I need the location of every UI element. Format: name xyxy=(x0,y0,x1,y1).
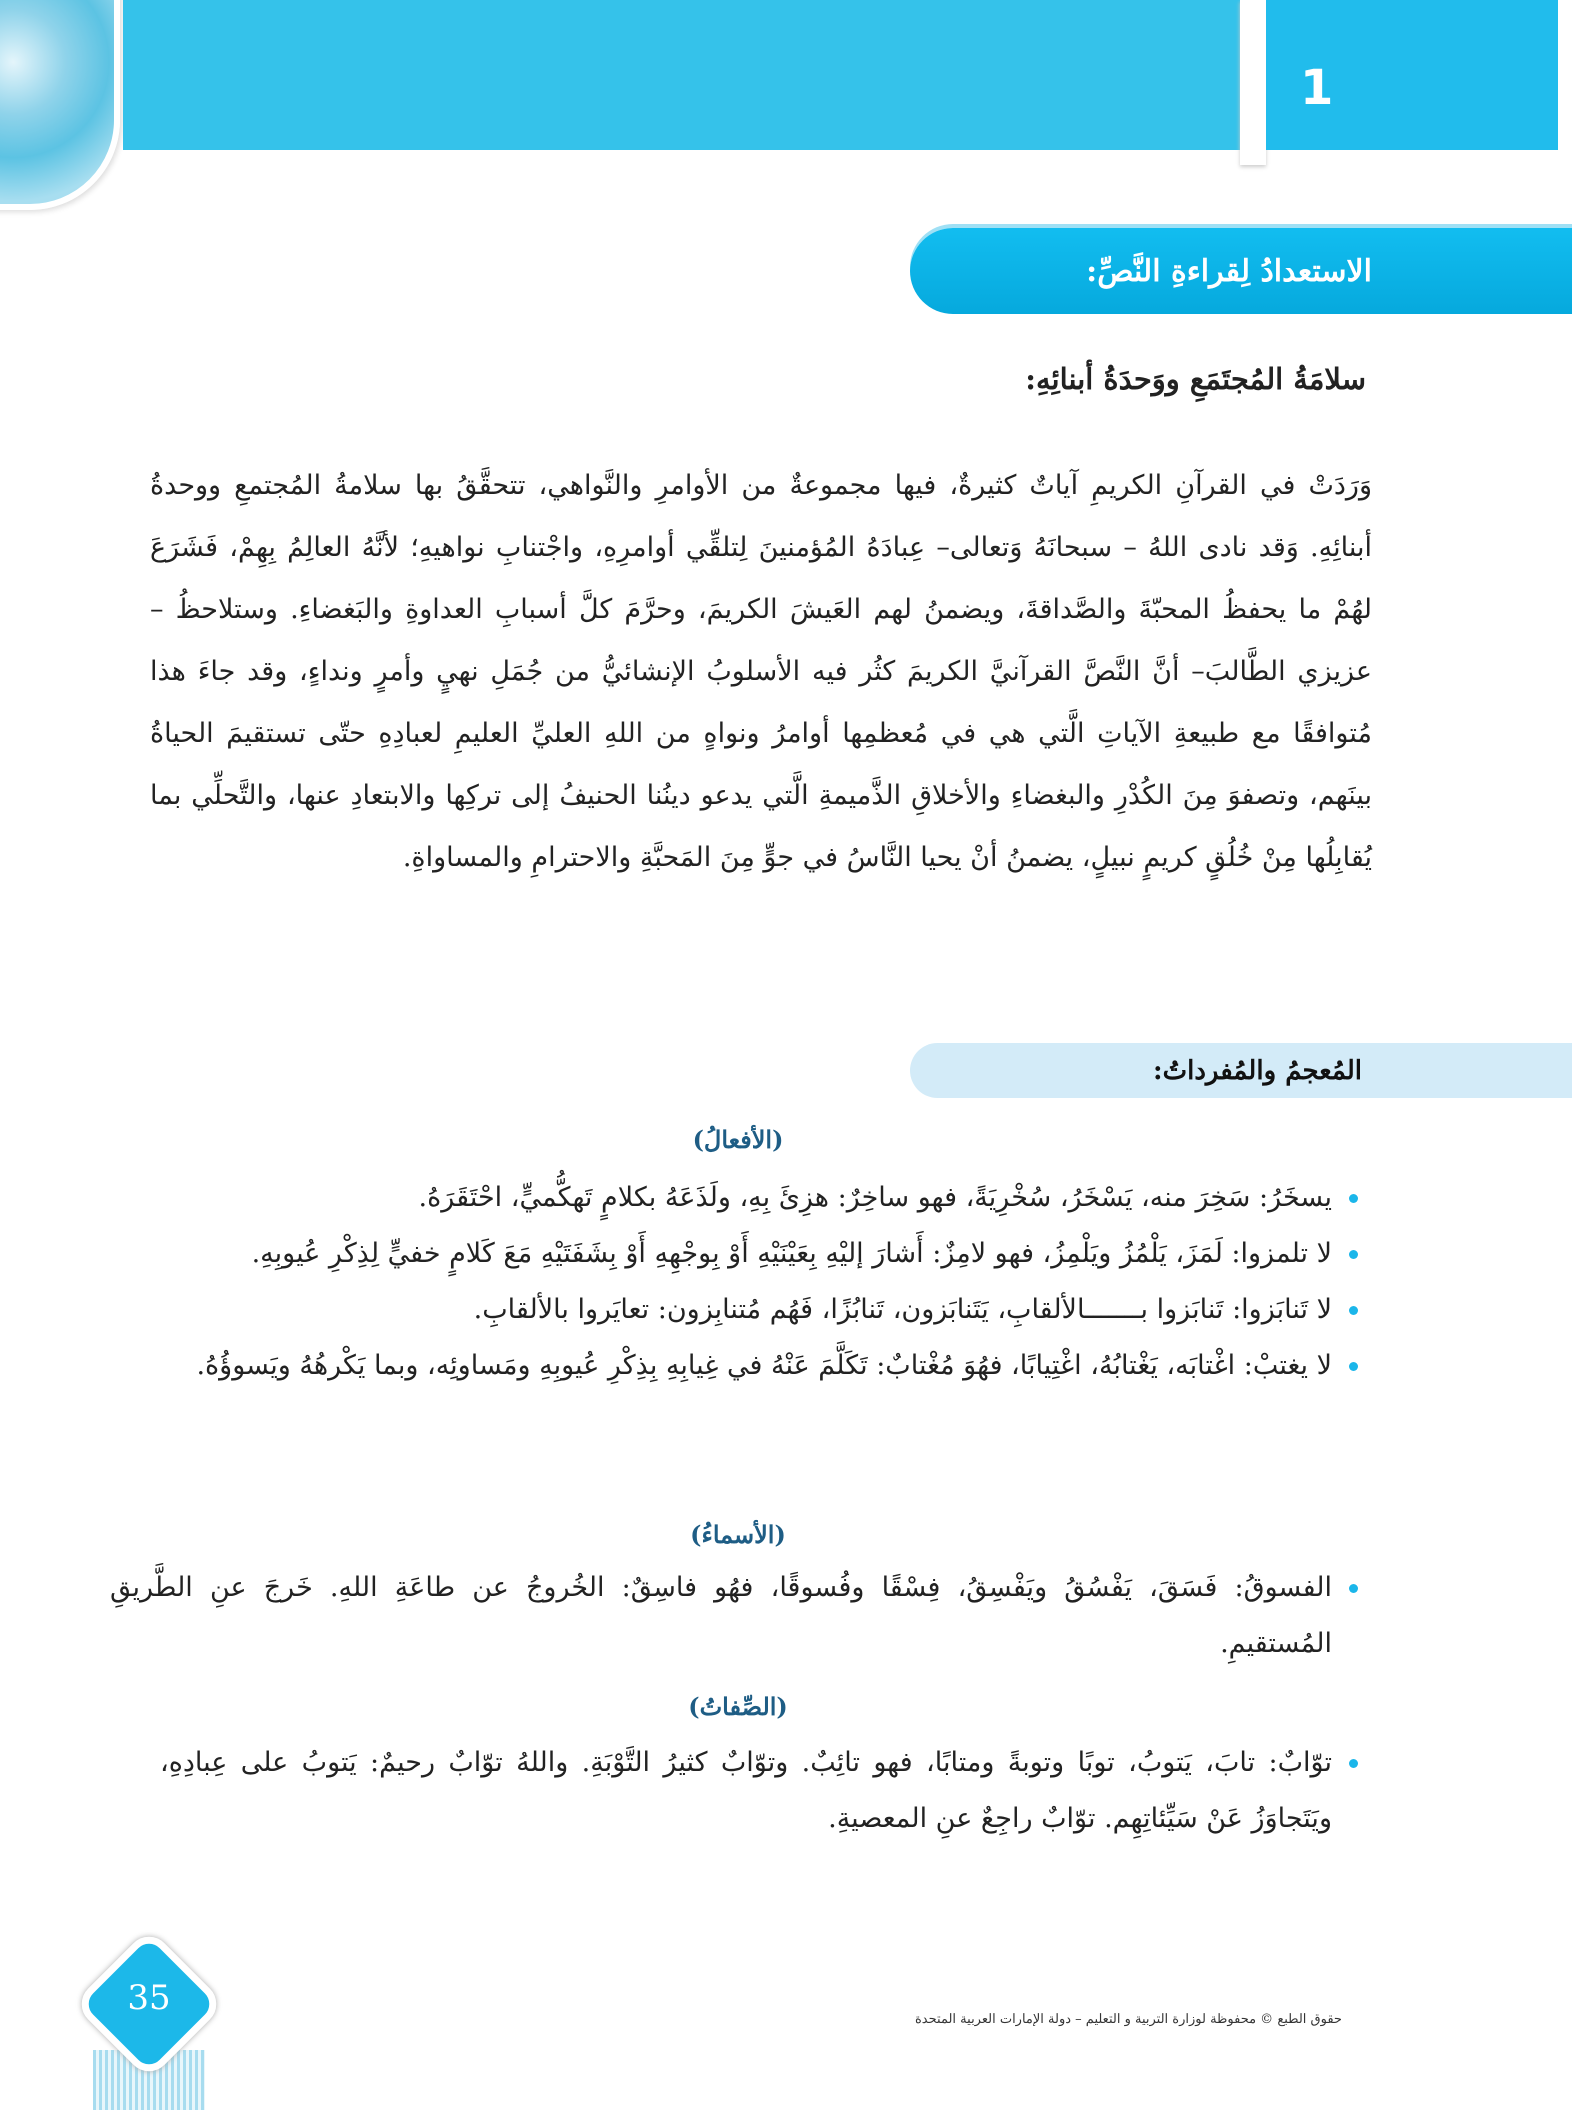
decorative-corner-image xyxy=(0,0,120,210)
section-banner-lexicon xyxy=(910,1043,1572,1098)
nouns-list xyxy=(110,1560,1362,1672)
copyright-text: حقوق الطبع © محفوظة لوزارة التربية و التعليم – دولة الإمارات العربية المتحدة xyxy=(915,2012,1342,2027)
page-number: 35 xyxy=(127,1978,171,2018)
list-item: لا يغتبْ: اغْتابَه، يَغْتابُهُ، اغْتِيابًا، فهُوَ مُغْتابٌ: تَكَلَّمَ عَنْهُ في غِيابِهِ بِذِكْرِ عُيوبِهِ ومَساوئِه، وبما يَكْرهُهُ ويَسوؤُهُ. xyxy=(140,1338,1362,1394)
category-nouns-title: (الأسماءُ) xyxy=(690,1520,786,1549)
verbs-list xyxy=(140,1170,1362,1394)
unit-number: 1 xyxy=(1300,60,1334,116)
section-title: المُعجمُ والمُفرداتُ: xyxy=(1153,1055,1362,1086)
section-title: الاستعدادُ لِقراءةِ النَّصِّ: xyxy=(1086,253,1372,289)
intro-paragraph: وَرَدَتْ في القرآنِ الكريمِ آياتٌ كثيرةٌ، فيها مجموعةٌ من الأوامرِ والنَّواهي، تتحقَّقُ بها سلامةُ المُجتمعِ ووحدةُ أبنائِهِ. وَقد نادى اللهُ – سبحانَهُ وَتعالى– عِبادَهُ المُؤمنينَ لِتلقِّي أوامرِهِ، واجْتنابِ نواهيهِ؛ لأنَّهُ العالِمُ بِهِمْ، فَشَرَعَ لهُمْ ما يحفظُ المحبّةَ والصَّداقةَ، ويضمنُ لهم العَيشَ الكريمَ، وحرَّمَ كلَّ أسبابِ العداوةِ والبَغضاءِ. وستلاحظُ –عزيزي الطَّالبَ– أنَّ النَّصَّ القرآنيَّ الكريمَ كثُر فيه الأسلوبُ الإنشائيُّ من جُمَلِ نهيٍ وأمرٍ ونداءٍ، وقد جاءَ هذا مُتوافقًا مع طبيعةِ الآياتِ الَّتي هي في مُعظمِها أوامرُ ونواهٍ من اللهِ العليِّ العليمِ لعبادِهِ حتّى تستقيمَ الحياةُ بينَهم، وتصفوَ مِنَ الكُدْرِ والبغضاءِ والأخلاقِ الذَّميمةِ الَّتي يدعو دينُنا الحنيفُ إلى تركِها والابتعادِ عنها، والتَّحلِّي بما يُقابِلُها مِنْ خُلُقٍ كريمٍ نبيلٍ، يضمنُ أنْ يحيا النَّاسُ في جوٍّ مِنَ المَحبَّةِ والاحترامِ والمساواةِ. xyxy=(150,470,1372,873)
list-item: الفسوقُ: فَسَقَ، يَفْسُقُ ويَفْسِقُ، فِسْقًا وفُسوقًا، فهُو فاسِقٌ: الخُروجُ عن طاعَةِ اللهِ. خَرجَ عنِ الطَّريقِ المُستقيمِ. xyxy=(110,1560,1362,1672)
list-item: لا تَنابَزوا: تَنابَزوا بـــــــالألقابِ، يَتَنابَزون، تَنابُزًا، فَهُم مُتنابِزون: تعايَروا بالألقابِ. xyxy=(140,1282,1362,1338)
list-item: توّابٌ: تابَ، يَتوبُ، توبًا وتوبةً ومتابًا، فهو تائِبٌ. وتوّابٌ كثيرُ التَّوْبَةِ. واللهُ توّابٌ رحيمٌ: يَتوبُ على عِبادِهِ، ويَتَجاوَزُ عَنْ سَيِّئاتِهِم. توّابٌ راجِعٌ عنِ المعصيةِ. xyxy=(160,1735,1362,1847)
header-divider xyxy=(1240,0,1266,165)
subheading: سلامَةُ المُجتَمَعِ ووَحدَةُ أبنائِهِ: xyxy=(1025,362,1366,396)
adjectives-list xyxy=(160,1735,1362,1847)
section-banner-reading-prep xyxy=(910,228,1572,314)
category-adjectives-title: (الصِّفاتُ) xyxy=(688,1692,788,1721)
category-verbs-title: (الأفعالُ) xyxy=(692,1125,784,1154)
header-band xyxy=(123,0,1240,150)
list-item: لا تلمزوا: لَمَزَ، يَلْمُزُ ويَلْمِزُ، فهو لامِزٌ: أَشارَ إليْهِ بِعَيْنَيْهِ أَوْ بِوجْهِهِ أَوْ بِشَفَتَيْهِ مَعَ كَلامٍ خفيٍّ لِذِكْرِ عُيوبِهِ. xyxy=(140,1226,1362,1282)
list-item: يسخَرُ: سَخِرَ منه، يَسْخَرُ، سُخْرِيَةً، فهو ساخِرٌ: هزِئَ بِهِ، ولَذَعَهُ بكلامٍ تَهكُّميٍّ، احْتَقَرَهُ. xyxy=(140,1170,1362,1226)
